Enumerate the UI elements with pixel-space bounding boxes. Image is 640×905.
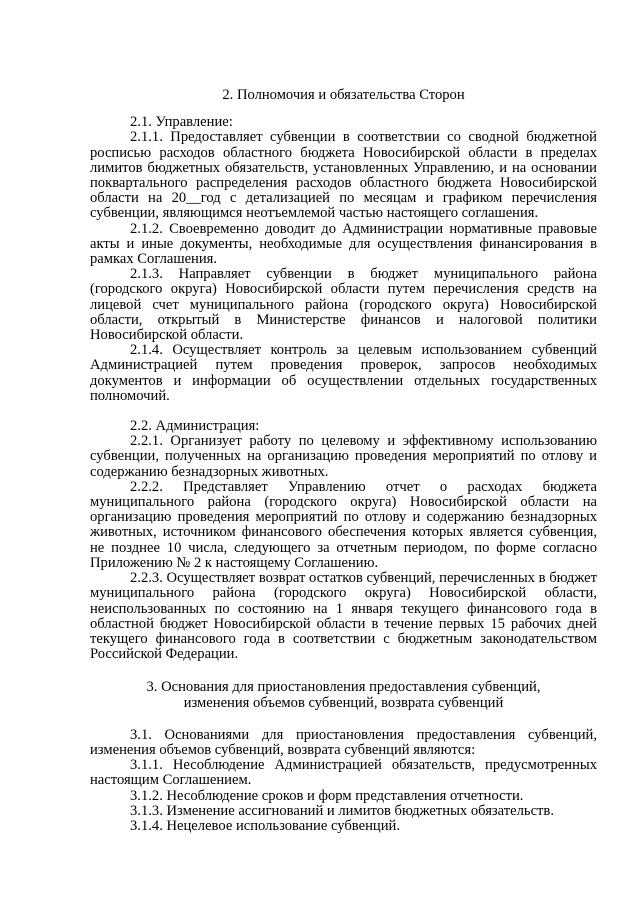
management-heading: 2.1. Управление: [130,114,233,131]
administration-heading: 2.2. Администрация: [130,418,260,435]
clause-2-1-3: 2.1.3. Направляет субвенции в бюджет муниципального района (городского округа) Новосибирской области путем перечисления средств на лицевой счет муниципального района (городского округа) Новосибирской области, открытый в Министерстве финансов и налоговой политики Новосибирской области. [90,266,597,344]
clause-2-1-1: 2.1.1. Предоставляет субвенции в соответствии со сводной бюджетной росписью расходов областного бюджета Новосибирской области в пределах лимитов бюджетных обязательств, установленных Управлению, и на основании поквартального распределения расходов областного бюджета Новосибирской области на 20__год с детализацией по месяцам и графиком перечисления субвенции, являющимся неотъемлемой частью настоящего соглашения. [90,129,597,222]
document-content [90,88,597,834]
clause-3-1-3: 3.1.3. Изменение ассигнований и лимитов бюджетных обязательств. [130,802,554,819]
clause-3-1-4: 3.1.4. Нецелевое использование субвенций. [130,817,400,834]
clause-3-1-1: 3.1.1. Несоблюдение Администрацией обязательств, предусмотренных настоящим Соглашением. [90,757,597,789]
section-3-title-line-1: 3. Основания для приостановления предоставления субвенций, [146,679,541,696]
section-2-title: 2. Полномочия и обязательства Сторон [222,87,465,103]
clause-3-1-2: 3.1.2. Несоблюдение сроков и форм представления отчетности. [130,787,524,804]
clause-3-1: 3.1. Основаниями для приостановления предоставления субвенций, изменения объемов субвенций, возврата субвенций являются: [90,726,597,758]
clause-2-2-3: 2.2.3. Осуществляет возврат остатков субвенций, перечисленных в бюджет муниципального района (городского округа) Новосибирской области, неиспользованных по состоянию на 1 января текущего финансового года в областной бюджет Новосибирской области в течение первых 15 рабочих дней текущего финансового года в соответствии с бюджетным законодательством Российской Федерации. [90,570,597,663]
clause-2-2-1: 2.2.1. Организует работу по целевому и эффективному использованию субвенции, полученных на организацию проведения мероприятий по отлову и содержанию безнадзорных животных. [90,433,597,480]
clause-2-2-2: 2.2.2. Представляет Управлению отчет о расходах бюджета муниципального района (городского округа) Новосибирской области на организацию проведения мероприятий по отлову и содержанию безнадзорных животных, источником финансового обеспечения которых является субвенция, не позднее 10 числа, следующего за отчетным периодом, по форме согласно Приложению № 2 к настоящему Соглашению. [90,478,597,571]
clause-2-1-2: 2.1.2. Своевременно доводит до Администрации нормативные правовые акты и иные документы, необходимые для осуществления финансирования в рамках Соглашения. [90,220,597,268]
section-3-title-line-2: изменения объемов субвенций, возврата субвенций [183,694,504,711]
clause-2-1-4: 2.1.4. Осуществляет контроль за целевым использованием субвенций Администрацией путем проведения проверок, запросов необходимых документов и информации об осуществлении отдельных государственных полномочий. [90,342,597,404]
